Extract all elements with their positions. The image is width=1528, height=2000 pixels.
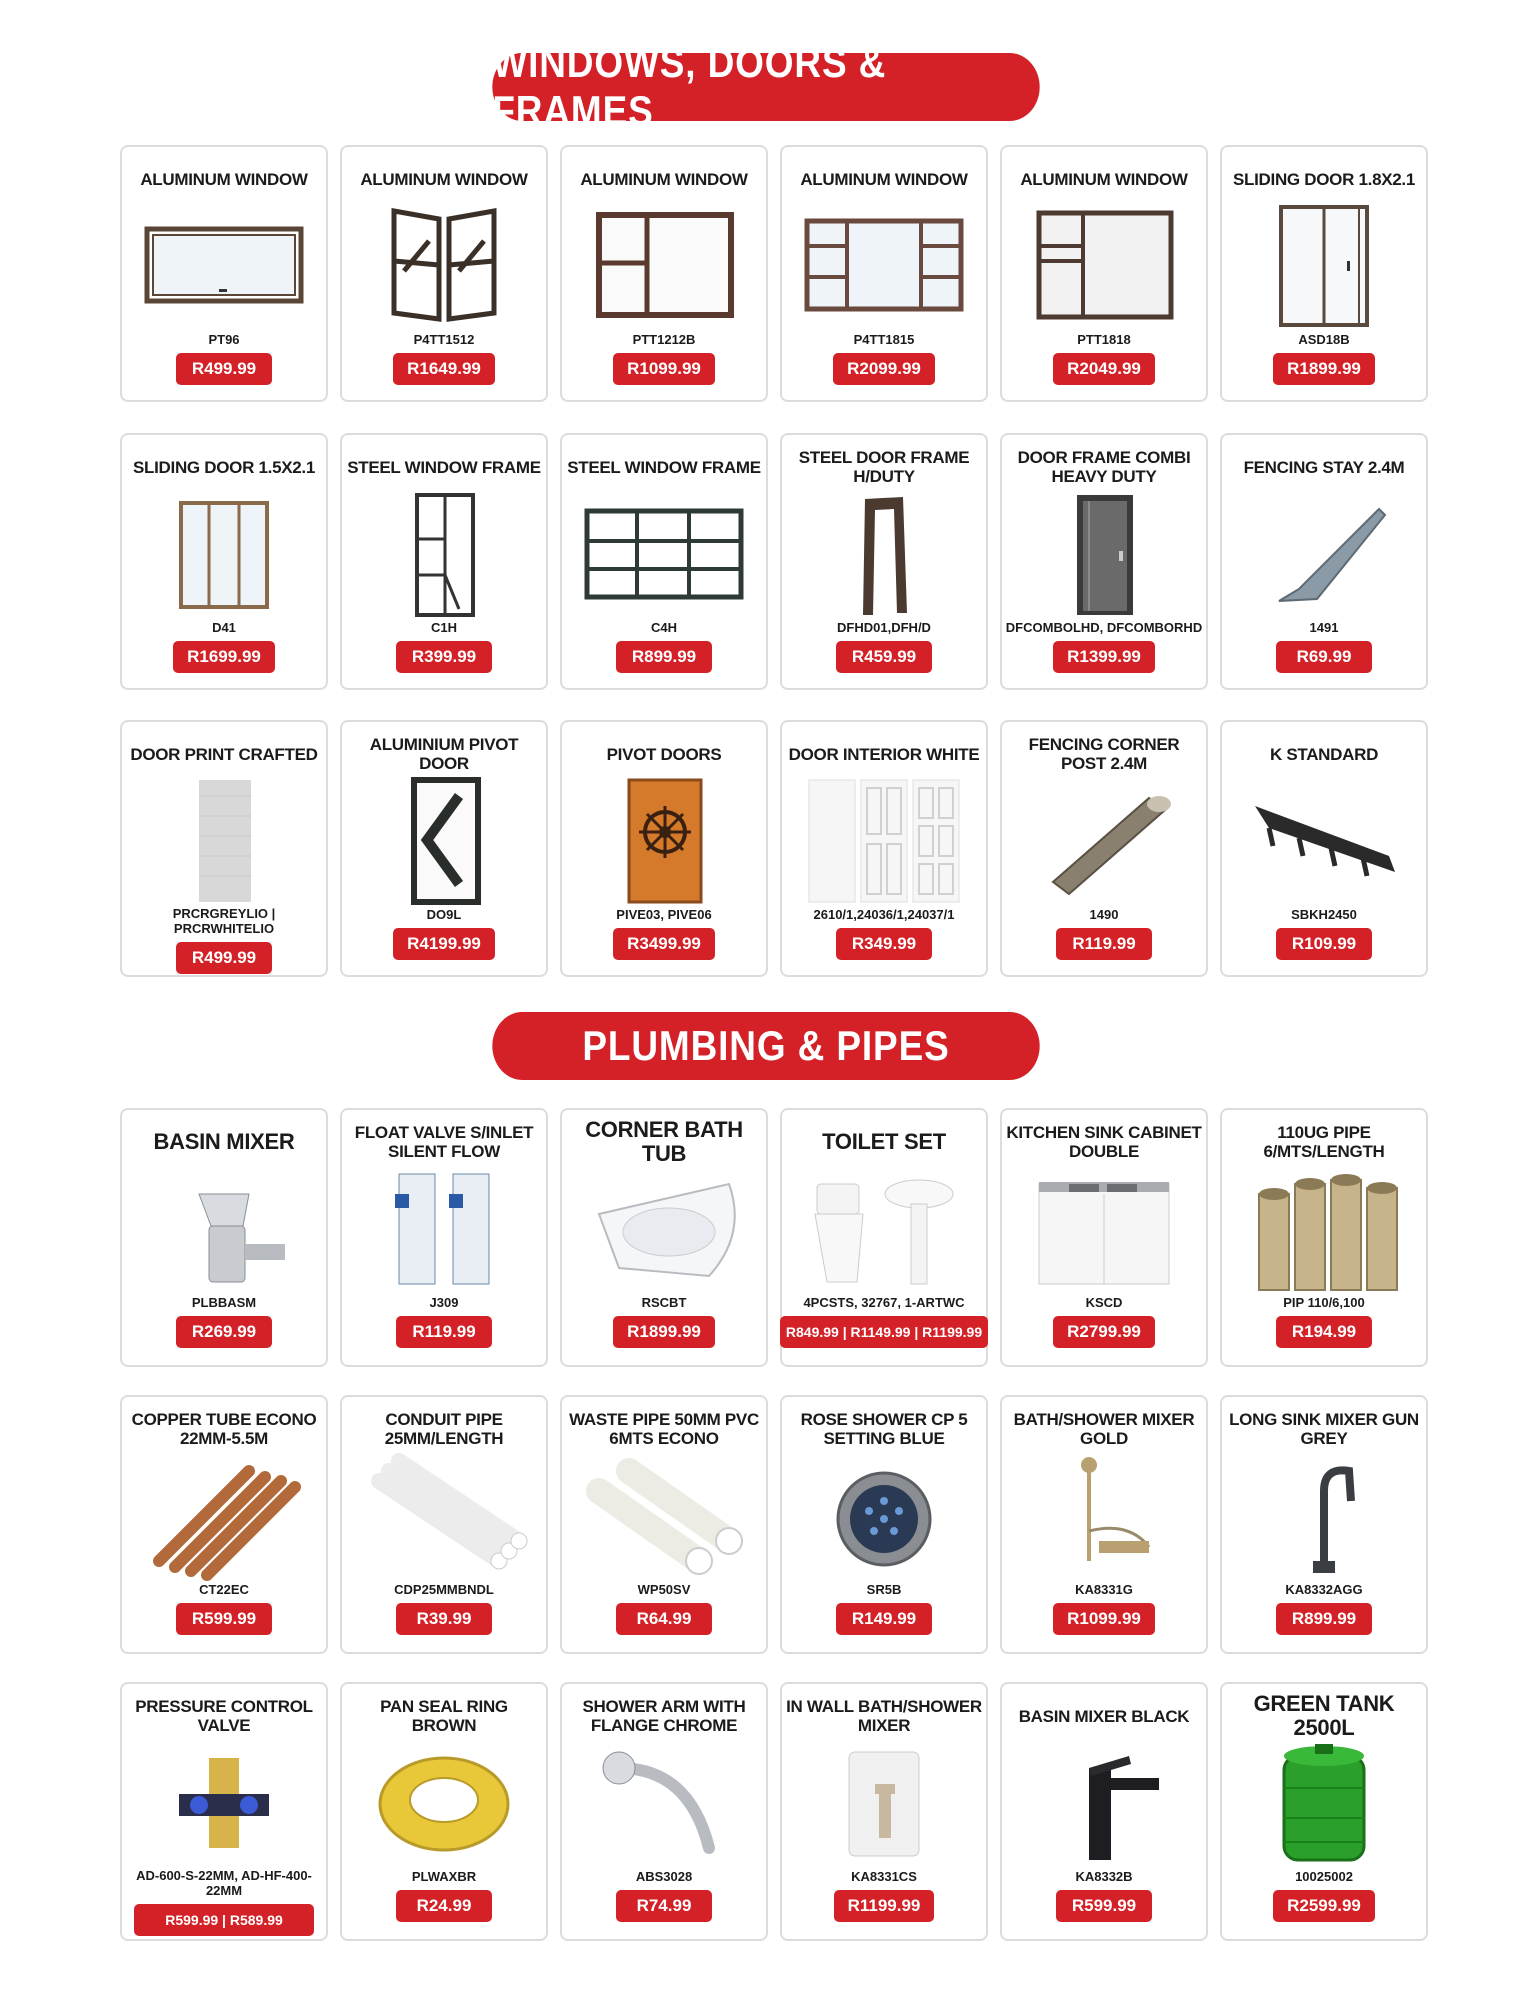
product-code: P4TT1815: [853, 332, 915, 347]
price-tag: R599.99: [1056, 1890, 1152, 1922]
shower-head-icon: [799, 1451, 969, 1581]
price-tag: R2099.99: [833, 353, 935, 385]
sink-mixer-icon: [1239, 1451, 1409, 1581]
product-card[interactable]: [560, 1395, 768, 1654]
product-name: DOOR INTERIOR WHITE: [788, 744, 980, 764]
product-code: CT22EC: [199, 1582, 249, 1597]
product-card[interactable]: [560, 433, 768, 690]
product-card[interactable]: [1220, 1395, 1428, 1654]
sink-cabinet-icon: [1019, 1164, 1189, 1294]
window-four-pane-icon: [359, 201, 529, 331]
product-card[interactable]: [780, 1395, 988, 1654]
product-code: KA8332AGG: [1285, 1582, 1363, 1597]
product-card[interactable]: [1000, 433, 1208, 690]
product-code: SBKH2450: [1291, 907, 1357, 922]
product-name: KITCHEN SINK CABINET DOUBLE: [1006, 1123, 1202, 1161]
product-name: ALUMINIUM PIVOT DOOR: [369, 735, 519, 773]
product-code: PIVE03, PIVE06: [616, 907, 712, 922]
door-frame-icon: [799, 489, 969, 619]
product-code: KA8331CS: [851, 1869, 917, 1884]
product-card[interactable]: [120, 433, 328, 690]
product-name: ALUMINUM WINDOW: [1020, 169, 1188, 189]
product-name: FENCING STAY 2.4M: [1243, 457, 1405, 477]
product-name: ALUMINUM WINDOW: [800, 169, 968, 189]
price-tag: R1649.99: [393, 353, 495, 385]
product-card[interactable]: [340, 720, 548, 977]
door-combi-icon: [1019, 489, 1189, 619]
product-code: C1H: [430, 620, 457, 635]
product-name: SLIDING DOOR 1.5X2.1: [133, 457, 315, 477]
bath-tub-icon: [579, 1164, 749, 1294]
price-tag: R24.99: [396, 1890, 492, 1922]
product-card[interactable]: [1220, 720, 1428, 977]
window-wide-icon: [799, 201, 969, 331]
basin-mixer-black-icon: [1019, 1738, 1189, 1868]
product-card[interactable]: [120, 1395, 328, 1654]
steel-window-tall-icon: [359, 489, 529, 619]
product-card[interactable]: [120, 720, 328, 977]
product-code: AD-600-S-22MM, AD-HF-400-22MM: [136, 1868, 312, 1898]
window-square-icon: [1019, 201, 1189, 331]
product-card[interactable]: [780, 145, 988, 402]
shower-mixer-gold-icon: [1019, 1451, 1189, 1581]
product-name: PIVOT DOORS: [606, 744, 722, 764]
price-tag: R459.99: [836, 641, 932, 673]
product-name: WASTE PIPE 50MM PVC 6MTS ECONO: [569, 1410, 759, 1448]
product-card[interactable]: [1000, 145, 1208, 402]
product-name: CORNER BATH TUB: [585, 1117, 743, 1166]
price-tag: R899.99: [1276, 1603, 1372, 1635]
product-name: ALUMINUM WINDOW: [140, 169, 308, 189]
price-tag: R2799.99: [1053, 1316, 1155, 1348]
product-card[interactable]: [340, 433, 548, 690]
price-tag: R2049.99: [1053, 353, 1155, 385]
price-tag: R499.99: [176, 942, 272, 974]
product-code: DFCOMBOLHD, DFCOMBORHD: [1005, 620, 1203, 635]
product-name: BATH/SHOWER MIXER GOLD: [1013, 1410, 1195, 1448]
price-tag: R1899.99: [1273, 353, 1375, 385]
product-code: 4PCSTS, 32767, 1-ARTWC: [803, 1295, 965, 1310]
product-card[interactable]: [780, 720, 988, 977]
product-name: 110UG PIPE 6/MTS/LENGTH: [1263, 1123, 1385, 1161]
product-card[interactable]: [1000, 1108, 1208, 1367]
product-code: P4TT1512: [413, 332, 475, 347]
corner-post-icon: [1019, 776, 1189, 906]
product-code: J309: [429, 1295, 459, 1310]
product-name: K STANDARD: [1269, 744, 1379, 764]
product-code: CDP25MMBNDL: [394, 1582, 494, 1597]
basin-mixer-icon: [139, 1164, 309, 1294]
fencing-stay-icon: [1239, 489, 1409, 619]
product-name: PRESSURE CONTROL VALVE: [135, 1697, 313, 1735]
product-card[interactable]: [1000, 720, 1208, 977]
window-two-pane-icon: [579, 201, 749, 331]
product-card[interactable]: [560, 1682, 768, 1941]
product-name: FLOAT VALVE S/INLET SILENT FLOW: [354, 1123, 534, 1161]
product-name: FENCING CORNER POST 2.4M: [1028, 735, 1180, 773]
product-card[interactable]: [1220, 145, 1428, 402]
product-name: SLIDING DOOR 1.8X2.1: [1233, 169, 1415, 189]
product-code: C4H: [650, 620, 677, 635]
product-card[interactable]: [1220, 433, 1428, 690]
price-tag: R39.99: [396, 1603, 492, 1635]
conduit-pipe-icon: [359, 1451, 529, 1581]
price-tag: R1199.99: [834, 1890, 935, 1922]
interior-doors-icon: [799, 776, 969, 906]
price-tag: R64.99: [616, 1603, 712, 1635]
k-standard-icon: [1239, 776, 1409, 906]
product-code: KA8332B: [1075, 1869, 1133, 1884]
product-card[interactable]: [340, 1682, 548, 1941]
product-card[interactable]: [120, 1108, 328, 1367]
pivot-door-aluminium-icon: [359, 776, 529, 906]
product-name: TOILET SET: [822, 1129, 946, 1154]
price-tag: R109.99: [1276, 928, 1372, 960]
price-tag: R899.99: [616, 641, 712, 673]
shower-arm-icon: [579, 1738, 749, 1868]
pressure-valve-icon: [139, 1738, 309, 1868]
product-name: GREEN TANK 2500L: [1253, 1691, 1395, 1740]
price-tag: R149.99: [836, 1603, 932, 1635]
product-name: STEEL DOOR FRAME H/DUTY: [798, 448, 970, 486]
product-name: BASIN MIXER BLACK: [1018, 1706, 1190, 1726]
product-name: LONG SINK MIXER GUN GREY: [1229, 1410, 1419, 1448]
ug-pipe-icon: [1239, 1164, 1409, 1294]
product-code: SR5B: [866, 1582, 902, 1597]
product-name: COPPER TUBE ECONO 22MM-5.5M: [131, 1410, 317, 1448]
waste-pipe-icon: [579, 1451, 749, 1581]
product-name: ALUMINUM WINDOW: [360, 169, 528, 189]
product-name: CONDUIT PIPE 25MM/LENGTH: [384, 1410, 504, 1448]
price-tag: R119.99: [1056, 928, 1152, 960]
product-code: ASD18B: [1298, 332, 1350, 347]
price-tag: R499.99: [176, 353, 272, 385]
price-tag: R599.99 | R589.99: [134, 1904, 314, 1936]
inwall-mixer-icon: [799, 1738, 969, 1868]
pivot-door-wood-icon: [579, 776, 749, 906]
sliding-door-icon: [1239, 201, 1409, 331]
price-tag: R1399.99: [1053, 641, 1155, 673]
product-card[interactable]: [1000, 1395, 1208, 1654]
seal-ring-icon: [359, 1738, 529, 1868]
price-tag: R1099.99: [613, 353, 715, 385]
product-name: STEEL WINDOW FRAME: [347, 457, 541, 477]
product-card[interactable]: [120, 1682, 328, 1941]
product-code: KA8331G: [1075, 1582, 1133, 1597]
price-tag: R1899.99: [613, 1316, 715, 1348]
price-tag: R2599.99: [1273, 1890, 1375, 1922]
product-name: DOOR PRINT CRAFTED: [130, 744, 318, 764]
product-name: ALUMINUM WINDOW: [580, 169, 748, 189]
sliding-door-small-icon: [139, 489, 309, 619]
product-card[interactable]: [340, 145, 548, 402]
toilet-set-icon: [799, 1164, 969, 1294]
product-code: PRCRGREYLIO | PRCRWHITELIO: [172, 906, 276, 936]
product-card[interactable]: [1220, 1682, 1428, 1941]
price-tag: R599.99: [176, 1603, 272, 1635]
product-card[interactable]: [120, 145, 328, 402]
product-card[interactable]: [560, 1108, 768, 1367]
product-code: PTT1818: [1077, 332, 1131, 347]
price-tag: R349.99: [836, 928, 932, 960]
price-tag: R849.99 | R1149.99 | R1199.99: [780, 1316, 988, 1348]
product-card[interactable]: [340, 1395, 548, 1654]
product-code: PLBBASM: [191, 1295, 257, 1310]
float-valve-icon: [359, 1164, 529, 1294]
section-banner-windows: WINDOWS, DOORS & FRAMES: [492, 53, 1039, 121]
product-code: D41: [212, 620, 236, 635]
product-code: PTT1212B: [632, 332, 696, 347]
product-card[interactable]: [560, 145, 768, 402]
product-code: PIP 110/6,100: [1283, 1295, 1365, 1310]
product-name: IN WALL BATH/SHOWER MIXER: [786, 1697, 982, 1735]
price-tag: R74.99: [616, 1890, 712, 1922]
product-code: PLWAXBR: [411, 1869, 477, 1884]
product-name: PAN SEAL RING BROWN: [380, 1697, 508, 1735]
product-name: DOOR FRAME COMBI HEAVY DUTY: [1017, 448, 1191, 486]
product-code: RSCBT: [641, 1295, 687, 1310]
product-name: BASIN MIXER: [153, 1129, 295, 1154]
product-code: 10025002: [1295, 1869, 1353, 1884]
product-code: DO9L: [426, 907, 462, 922]
product-card[interactable]: [1220, 1108, 1428, 1367]
price-tag: R1699.99: [173, 641, 275, 673]
product-card[interactable]: [780, 1108, 988, 1367]
product-code: DFHD01,DFH/D: [837, 620, 931, 635]
steel-window-grid-icon: [579, 489, 749, 619]
product-name: ROSE SHOWER CP 5 SETTING BLUE: [800, 1410, 968, 1448]
product-card[interactable]: [560, 720, 768, 977]
product-card[interactable]: [340, 1108, 548, 1367]
copper-tube-icon: [139, 1451, 309, 1581]
price-tag: R3499.99: [613, 928, 715, 960]
price-tag: R119.99: [396, 1316, 492, 1348]
water-tank-icon: [1239, 1738, 1409, 1868]
product-code: 2610/1,24036/1,24037/1: [813, 907, 955, 922]
product-card[interactable]: [1000, 1682, 1208, 1941]
price-tag: R269.99: [176, 1316, 272, 1348]
product-code: KSCD: [1085, 1295, 1123, 1310]
price-tag: R399.99: [396, 641, 492, 673]
window-top-hung-icon: [139, 201, 309, 331]
price-tag: R69.99: [1276, 641, 1372, 673]
price-tag: R1099.99: [1053, 1603, 1155, 1635]
product-code: PT96: [208, 332, 240, 347]
product-name: STEEL WINDOW FRAME: [567, 457, 761, 477]
section-banner-plumbing: PLUMBING & PIPES: [492, 1012, 1039, 1080]
product-code: ABS3028: [635, 1869, 693, 1884]
price-tag: R194.99: [1276, 1316, 1372, 1348]
door-print-icon: [139, 776, 309, 906]
product-code: 1490: [1089, 907, 1119, 922]
product-card[interactable]: [780, 1682, 988, 1941]
product-code: WP50SV: [637, 1582, 691, 1597]
product-card[interactable]: [780, 433, 988, 690]
price-tag: R4199.99: [393, 928, 495, 960]
product-name: SHOWER ARM WITH FLANGE CHROME: [582, 1697, 746, 1735]
product-code: 1491: [1309, 620, 1339, 635]
